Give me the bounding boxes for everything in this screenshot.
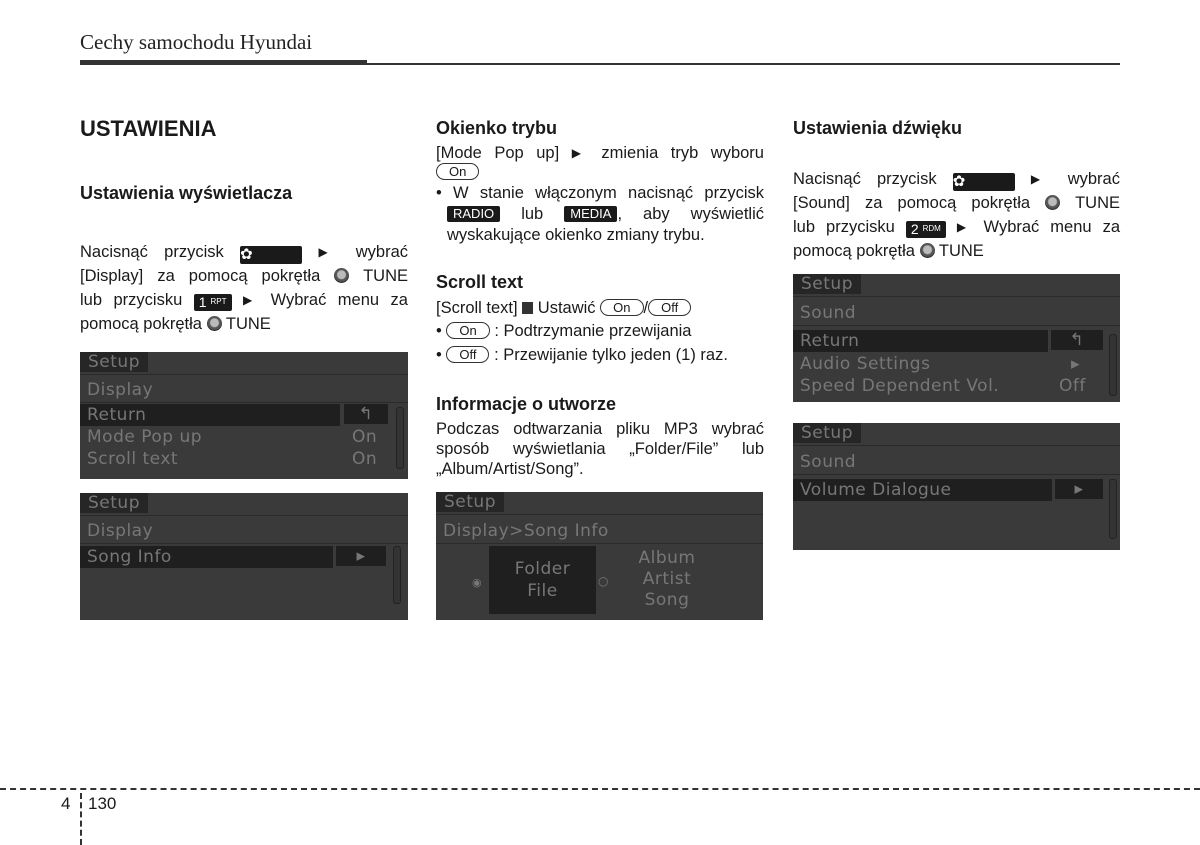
lcd-scrollbar	[1109, 479, 1117, 539]
media-button-icon: MEDIA	[564, 206, 617, 222]
off-button-icon: Off	[648, 299, 691, 316]
instruction-line: [Display] za pomocą pokrętła TUNE	[80, 267, 408, 285]
bullet-line: • On : Podtrzymanie przewijania	[436, 322, 692, 340]
option-folder-file: Folder File	[489, 546, 596, 614]
instruction-line: [Sound] za pomocą pokrętła TUNE	[793, 194, 1120, 212]
lcd-row: Sound	[800, 452, 857, 472]
lcd-tab: Setup	[793, 274, 861, 294]
tune-knob-icon	[1045, 195, 1060, 210]
page-number: 130	[88, 794, 117, 813]
lcd-row: Sound	[800, 303, 857, 323]
lcd-tab: Setup	[793, 423, 861, 443]
lcd-tab: Setup	[80, 352, 148, 372]
lcd-row: Display	[87, 380, 154, 400]
setup-button-icon: ✿	[240, 246, 302, 264]
lcd-tab: Setup	[80, 493, 148, 513]
subsection-title: Ustawienia dźwięku	[793, 118, 963, 138]
lcd-scrollbar	[1109, 334, 1117, 396]
text-line	[436, 163, 764, 181]
bullet-line: • Off : Przewijanie tylko jeden (1) raz.	[436, 346, 728, 364]
lcd-arrow-icon: ▸	[1055, 479, 1103, 499]
instruction-line: pomocą pokrętła TUNE	[80, 315, 271, 333]
lcd-row-selected: Song Info	[80, 546, 333, 568]
lcd-screen-sound-setup	[793, 274, 1120, 402]
lcd-row: Speed Dependent Vol.	[800, 376, 1000, 396]
on-button-icon: On	[600, 299, 643, 316]
preset-button-2-icon: 2 RDM	[906, 221, 946, 238]
lcd-row: Display>Song Info	[443, 521, 609, 541]
lcd-value: On	[352, 427, 378, 447]
arrow-right-icon: ▶	[242, 293, 260, 307]
lcd-scrollbar	[396, 407, 404, 469]
lcd-return-icon: ↰	[1051, 330, 1103, 350]
instruction-line: Nacisnąć przycisk ✿ ▶ wybrać	[80, 243, 408, 263]
lcd-return-icon: ↰	[344, 404, 388, 424]
lcd-screen-song-info	[80, 493, 408, 620]
lcd-row-selected: Return	[80, 404, 340, 426]
lcd-row-selected: Volume Dialogue	[793, 479, 1052, 501]
radio-unselected-icon: ○	[598, 574, 609, 588]
lcd-screen-song-info-options	[436, 492, 763, 620]
radio-button-icon: RADIO	[447, 206, 500, 222]
lcd-tab: Setup	[436, 492, 504, 512]
text-line: wyskakujące okienko zmiany trybu.	[447, 226, 705, 244]
column-sound-settings	[793, 110, 1120, 263]
step-marker-icon	[522, 302, 533, 314]
lcd-value: On	[352, 449, 378, 469]
lcd-row: Scroll text	[87, 449, 179, 469]
lcd-screen-display-setup	[80, 352, 408, 479]
on-button-icon: On	[446, 322, 489, 339]
radio-selected-icon: ◉	[472, 576, 483, 589]
instruction-line: pomocą pokrętła TUNE	[793, 242, 984, 260]
option-album-artist-song: Album Artist Song	[638, 548, 696, 610]
chapter-number: 4	[61, 794, 71, 813]
lcd-row: Mode Pop up	[87, 427, 203, 447]
subsection-title: Informacje o utworze	[436, 394, 617, 414]
lcd-row: Audio Settings	[800, 354, 931, 374]
arrow-right-icon: ▶	[571, 146, 589, 160]
subsection-title: Okienko trybu	[436, 118, 558, 138]
column-mode-settings	[436, 110, 764, 479]
off-button-icon: Off	[446, 346, 489, 363]
preset-button-1-icon: 1 RPT	[194, 294, 232, 311]
instruction-line: lub przycisku 1 RPT ▶ Wybrać menu za	[80, 291, 408, 310]
column-display-settings	[80, 110, 408, 336]
subsection-title: Scroll text	[436, 272, 524, 292]
arrow-right-icon: ▶	[956, 220, 973, 234]
text-line: [Mode Pop up] ▶ zmienia tryb wyboru	[436, 144, 764, 162]
lcd-screen-volume-dialogue	[793, 423, 1120, 550]
text-line: „Album/Artist/Song”.	[436, 460, 584, 478]
section-title: USTAWIENIA	[80, 116, 217, 141]
text-line: Podczas odtwarzania pliku MP3 wybrać	[436, 420, 764, 438]
text-line: sposób wyświetlania „Folder/File” lub	[436, 440, 764, 458]
footer-divider	[80, 793, 82, 845]
header-rule-thick	[80, 60, 367, 65]
tune-knob-icon	[920, 243, 935, 258]
lcd-row-selected: Return	[793, 330, 1048, 352]
setup-button-icon: ✿	[953, 173, 1015, 191]
on-button-icon: On	[436, 163, 479, 180]
running-header: Cechy samochodu Hyundai	[80, 30, 313, 54]
text-line: RADIO lub MEDIA , aby wyświetlić	[436, 203, 764, 225]
tune-knob-icon	[334, 268, 349, 283]
arrow-right-icon: ▶	[318, 245, 340, 259]
arrow-right-icon: ▶	[1030, 172, 1052, 186]
instruction-line: lub przycisku 2 RDM ▶ Wybrać menu za	[793, 218, 1121, 237]
instruction-line: Nacisnąć przycisk ✿ ▶ wybrać	[793, 170, 1120, 190]
tune-knob-icon	[207, 316, 222, 331]
bullet-line: • W stanie włączonym nacisnąć przycisk	[436, 184, 764, 202]
lcd-scrollbar	[393, 546, 401, 604]
lcd-value: Off	[1059, 376, 1086, 396]
text-line: [Scroll text] Ustawić On / Off	[436, 297, 764, 319]
subsection-title: Ustawienia wyświetlacza	[80, 183, 293, 203]
lcd-value: ▸	[1071, 354, 1081, 374]
header-rule-thin	[367, 63, 1120, 65]
lcd-row: Display	[87, 521, 154, 541]
lcd-arrow-icon: ▸	[336, 546, 386, 566]
footer-rule	[0, 788, 1200, 790]
